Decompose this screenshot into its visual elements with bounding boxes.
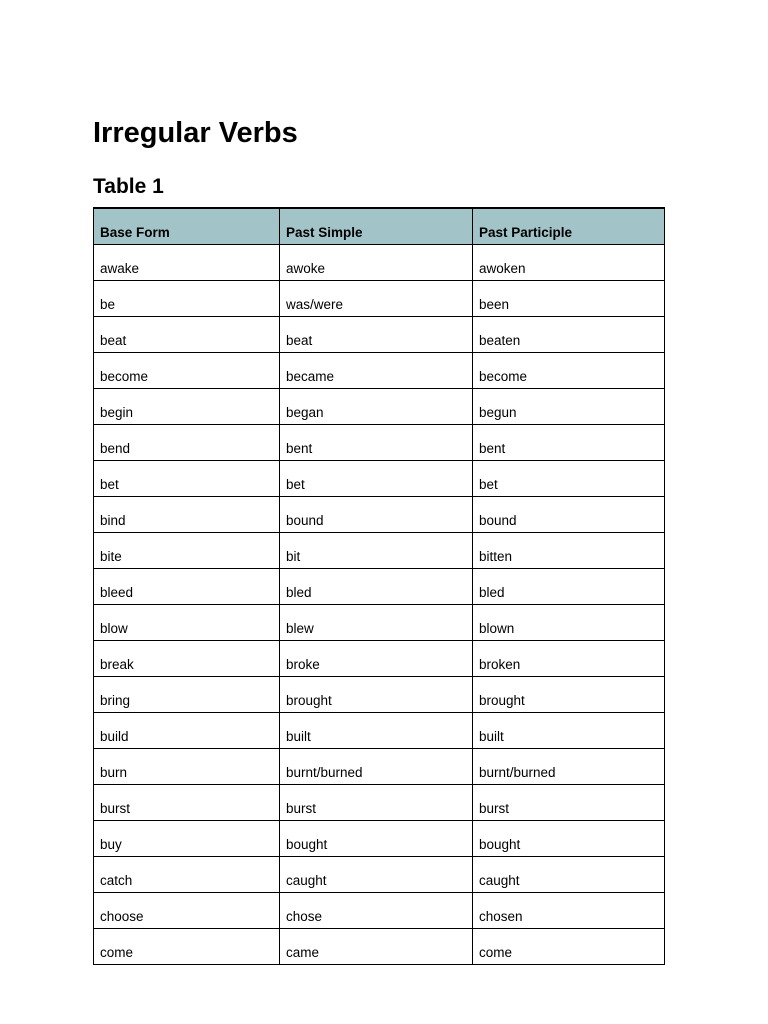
cell-past-simple: caught xyxy=(280,857,473,893)
cell-past-participle: bled xyxy=(473,569,665,605)
cell-base-form: beat xyxy=(94,317,280,353)
table-row xyxy=(94,281,665,317)
cell-past-simple: bought xyxy=(280,821,473,857)
cell-base-form: burst xyxy=(94,785,280,821)
cell-past-simple: bit xyxy=(280,533,473,569)
table-row xyxy=(94,929,665,965)
cell-past-participle: bent xyxy=(473,425,665,461)
table-header xyxy=(94,208,665,245)
cell-past-participle: broken xyxy=(473,641,665,677)
cell-past-participle: burst xyxy=(473,785,665,821)
cell-past-simple: came xyxy=(280,929,473,965)
page-title: Irregular Verbs xyxy=(93,117,298,149)
cell-base-form: choose xyxy=(94,893,280,929)
cell-base-form: awake xyxy=(94,245,280,281)
cell-past-participle: burnt/burned xyxy=(473,749,665,785)
column-header-base-form: Base Form xyxy=(94,208,280,245)
cell-base-form: bleed xyxy=(94,569,280,605)
cell-past-simple: chose xyxy=(280,893,473,929)
cell-past-simple: broke xyxy=(280,641,473,677)
cell-past-simple: burnt/burned xyxy=(280,749,473,785)
cell-base-form: burn xyxy=(94,749,280,785)
cell-past-simple: burst xyxy=(280,785,473,821)
irregular-verbs-table xyxy=(93,207,665,965)
table-row xyxy=(94,785,665,821)
cell-past-simple: blew xyxy=(280,605,473,641)
cell-past-participle: been xyxy=(473,281,665,317)
cell-past-participle: become xyxy=(473,353,665,389)
cell-past-participle: caught xyxy=(473,857,665,893)
cell-base-form: come xyxy=(94,929,280,965)
cell-past-simple: brought xyxy=(280,677,473,713)
table-row xyxy=(94,317,665,353)
cell-past-participle: come xyxy=(473,929,665,965)
cell-base-form: bet xyxy=(94,461,280,497)
cell-past-participle: bound xyxy=(473,497,665,533)
cell-past-simple: awoke xyxy=(280,245,473,281)
table-row xyxy=(94,461,665,497)
cell-past-simple: bet xyxy=(280,461,473,497)
cell-past-simple: began xyxy=(280,389,473,425)
cell-base-form: bring xyxy=(94,677,280,713)
cell-base-form: break xyxy=(94,641,280,677)
cell-past-simple: became xyxy=(280,353,473,389)
cell-past-simple: bled xyxy=(280,569,473,605)
cell-base-form: become xyxy=(94,353,280,389)
cell-base-form: bend xyxy=(94,425,280,461)
cell-base-form: bind xyxy=(94,497,280,533)
table-row xyxy=(94,605,665,641)
table-row xyxy=(94,389,665,425)
cell-base-form: catch xyxy=(94,857,280,893)
table-row xyxy=(94,713,665,749)
table-row xyxy=(94,245,665,281)
table-row xyxy=(94,821,665,857)
table-heading: Table 1 xyxy=(93,175,164,198)
cell-past-simple: bent xyxy=(280,425,473,461)
cell-past-participle: built xyxy=(473,713,665,749)
table-header-row xyxy=(94,208,665,245)
cell-base-form: blow xyxy=(94,605,280,641)
table-row xyxy=(94,425,665,461)
table-row xyxy=(94,533,665,569)
table-body xyxy=(94,245,665,965)
cell-past-participle: bet xyxy=(473,461,665,497)
cell-past-simple: bound xyxy=(280,497,473,533)
cell-past-participle: beaten xyxy=(473,317,665,353)
cell-past-simple: beat xyxy=(280,317,473,353)
cell-past-participle: awoken xyxy=(473,245,665,281)
table-row xyxy=(94,641,665,677)
table-row xyxy=(94,749,665,785)
table-row xyxy=(94,677,665,713)
cell-past-participle: chosen xyxy=(473,893,665,929)
cell-past-participle: blown xyxy=(473,605,665,641)
cell-past-participle: bitten xyxy=(473,533,665,569)
cell-base-form: begin xyxy=(94,389,280,425)
cell-base-form: be xyxy=(94,281,280,317)
table-row xyxy=(94,497,665,533)
cell-base-form: build xyxy=(94,713,280,749)
table-row xyxy=(94,353,665,389)
cell-past-participle: bought xyxy=(473,821,665,857)
column-header-past-participle: Past Participle xyxy=(473,208,665,245)
table-row xyxy=(94,857,665,893)
table-row xyxy=(94,569,665,605)
cell-base-form: buy xyxy=(94,821,280,857)
cell-base-form: bite xyxy=(94,533,280,569)
column-header-past-simple: Past Simple xyxy=(280,208,473,245)
cell-past-simple: built xyxy=(280,713,473,749)
table-row xyxy=(94,893,665,929)
cell-past-participle: brought xyxy=(473,677,665,713)
cell-past-simple: was/were xyxy=(280,281,473,317)
cell-past-participle: begun xyxy=(473,389,665,425)
